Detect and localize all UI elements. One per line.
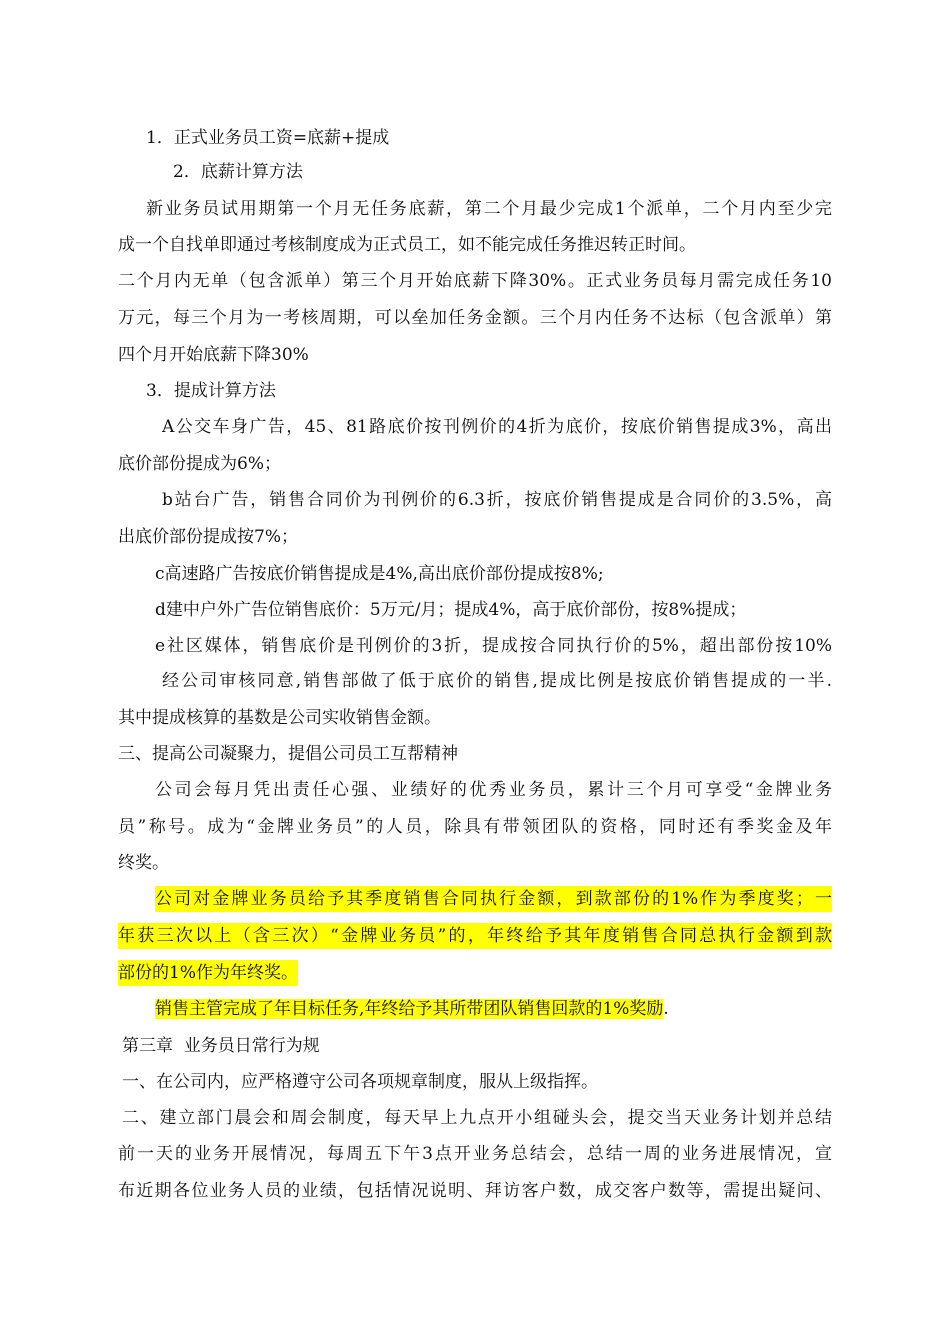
paragraph-line: 成一个自找单即通过考核制度成为正式员工，如不能完成任务推迟转正时间。 — [118, 235, 696, 255]
section-heading: 三、提高公司凝聚力，提倡公司员工互帮精神 — [118, 744, 458, 764]
paragraph-line: e社区媒体，销售底价是刊例价的3折，提成按合同执行价的5%，超出部份按10% — [155, 636, 832, 656]
highlighted-text: 销售主管完成了年目标任务,年终给予其所带团队销售回款的1%奖励 — [155, 999, 664, 1019]
paragraph-line: 员”称号。成为“金牌业务员”的人员，除具有带领团队的资格，同时还有季奖金及年 — [118, 817, 832, 837]
chapter-heading: 第三章 业务员日常行为规 — [122, 1036, 320, 1056]
paragraph-line: 二、建立部门晨会和周会制度，每天早上九点开小组碰头会，提交当天业务计划并总结 — [122, 1108, 832, 1128]
paragraph-line: 底价部份提成为6%； — [118, 454, 281, 474]
paragraph-line: 经公司审核同意,销售部做了低于底价的销售,提成比例是按底价销售提成的一半. — [162, 671, 832, 691]
paragraph-line: 公司会每月凭出责任心强、业绩好的优秀业务员，累计三个月可享受“金牌业务 — [155, 780, 832, 800]
paragraph-line: A公交车身广告，45、81路底价按刊例价的4折为底价，按底价销售提成3%，高出 — [162, 417, 832, 437]
highlighted-line: 年获三次以上（含三次）“金牌业务员”的，年终给予其年度销售合同总执行金额到款 — [118, 923, 832, 949]
highlighted-line: 部份的1%作为年终奖。 — [118, 960, 298, 986]
paragraph-line: 出底价部份提成按7%； — [118, 527, 298, 547]
paragraph-line: 前一天的业务开展情况，每周五下午3点开业务总结会，总结一周的业务进展情况，宣 — [118, 1144, 832, 1164]
paragraph-line — [155, 996, 669, 1022]
section-line-1: 1．正式业务员工资=底薪+提成 — [146, 128, 390, 148]
paragraph-line: d建中户外广告位销售底价：5万元/月；提成4%，高于底价部份，按8%提成； — [155, 600, 747, 620]
paragraph-line: 二个月内无单（包含派单）第三个月开始底薪下降30%。正式业务员每月需完成任务10 — [118, 271, 832, 291]
section-line-2: 2．底薪计算方法 — [173, 162, 303, 182]
paragraph-line: c高速路广告按底价销售提成是4%,高出底价部份提成按8%; — [155, 564, 604, 584]
paragraph-line: 四个月开始底薪下降30% — [118, 345, 309, 365]
line-tail: . — [663, 999, 669, 1019]
paragraph-line: 万元，每三个月为一考核周期，可以垒加任务金额。三个月内任务不达标（包含派单）第 — [118, 308, 832, 328]
paragraph-line: 布近期各位业务人员的业绩，包括情况说明、拜访客户数，成交客户数等，需提出疑问、 — [118, 1181, 832, 1201]
paragraph-line: 新业务员试用期第一个月无任务底薪，第二个月最少完成1个派单，二个月内至少完 — [146, 199, 832, 219]
paragraph-line: 一、在公司内，应严格遵守公司各项规章制度，服从上级指挥。 — [122, 1072, 598, 1092]
section-line-3: 3．提成计算方法 — [146, 381, 276, 401]
paragraph-line: 终奖。 — [118, 853, 169, 873]
highlighted-line: 公司对金牌业务员给予其季度销售合同执行金额，到款部份的1%作为季度奖；一 — [155, 886, 832, 912]
paragraph-line: 其中提成核算的基数是公司实收销售金额。 — [118, 708, 441, 728]
paragraph-line: b站台广告，销售合同价为刊例价的6.3折，按底价销售提成是合同价的3.5%，高 — [162, 490, 832, 510]
